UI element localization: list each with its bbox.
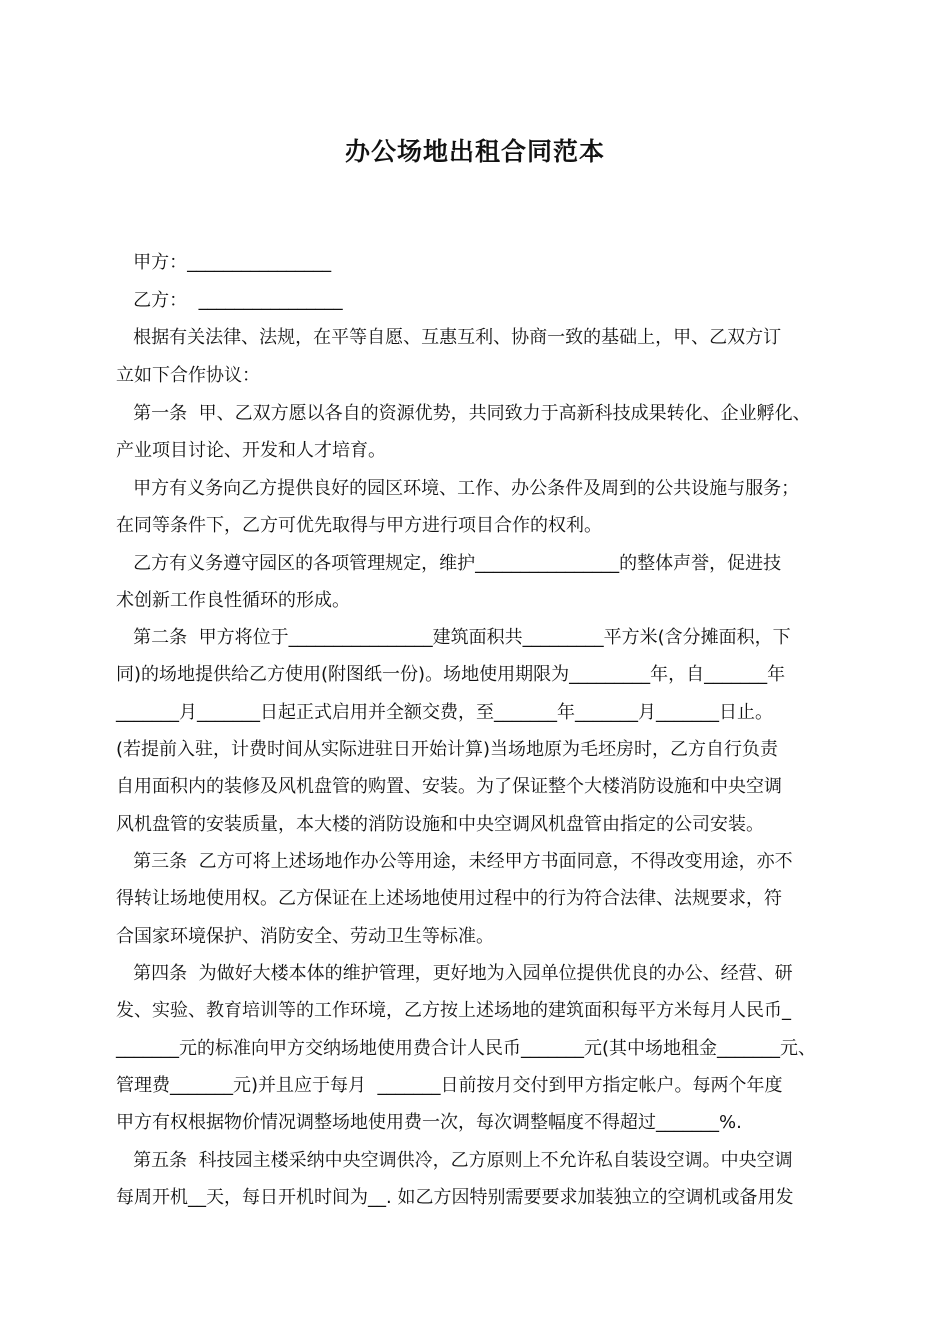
body-line: 每周开机__天，每日开机时间为__. 如乙方因特别需要要求加装独立的空调机或备用发: [116, 1187, 794, 1208]
body-line: 发、实验、教育培训等的工作环境，乙方按上述场地的建筑面积每平方米每月人民币_: [116, 1000, 791, 1021]
body-line: 第四条 为做好大楼本体的维护管理，更好地为入园单位提供优良的办公、经营、研: [116, 963, 793, 984]
body-line: 得转让场地使用权。乙方保证在上述场地使用过程中的行为符合法律、法规要求，符: [116, 888, 782, 909]
body-line: 第二条 甲方将位于________________建筑面积共_________平方米(含分摊面积，下: [116, 627, 791, 648]
body-line: 乙方有义务遵守园区的各项管理规定，维护________________的整体声誉，促进技: [116, 553, 782, 574]
body-line: _______月_______日起正式启用并全额交费，至_______年_______月_______日止。: [116, 702, 773, 723]
body-line: 根据有关法律、法规，在平等自愿、互惠互利、协商一致的基础上，甲、乙双方订: [116, 327, 782, 348]
body-line: 甲方有义务向乙方提供良好的园区环境、工作、办公条件及周到的公共设施与服务；: [116, 478, 800, 499]
body-line: 合国家环境保护、消防安全、劳动卫生等标准。: [116, 926, 494, 947]
party-a-line: 甲方：________________: [116, 252, 332, 273]
document-title: 办公场地出租合同范本: [344, 137, 605, 166]
body-line: 管理费_______元)并且应于每月 _______日前按月交付到甲方指定帐户。每两个年度: [116, 1075, 783, 1096]
body-line: 第五条 科技园主楼采纳中央空调供冷，乙方原则上不允许私自装设空调。中央空调: [116, 1150, 793, 1171]
body-line: 同)的场地提供给乙方使用(附图纸一份)。场地使用期限为_________年，自_______年: [116, 664, 786, 685]
party-b-line: 乙方： ________________: [116, 290, 343, 311]
body-line: (若提前入驻，计费时间从实际进驻日开始计算)当场地原为毛坯房时，乙方自行负责: [116, 739, 779, 760]
body-line: 产业项目讨论、开发和人才培育。: [116, 440, 386, 461]
body-line: 风机盘管的安装质量，本大楼的消防设施和中央空调风机盘管由指定的公司安装。: [116, 814, 764, 835]
body-line: 立如下合作协议：: [116, 365, 260, 386]
body-line: 第一条 甲、乙双方愿以各自的资源优势，共同致力于高新科技成果转化、企业孵化、: [116, 403, 811, 424]
body-line: 第三条 乙方可将上述场地作办公等用途，未经甲方书面同意，不得改变用途，亦不: [116, 851, 793, 872]
body-line: 甲方有权根据物价情况调整场地使用费一次，每次调整幅度不得超过_______%.: [116, 1112, 742, 1133]
body-line: 在同等条件下，乙方可优先取得与甲方进行项目合作的权利。: [116, 515, 602, 536]
body-line: 术创新工作良性循环的形成。: [116, 590, 350, 611]
body-line: 自用面积内的装修及风机盘管的购置、安装。为了保证整个大楼消防设施和中央空调: [116, 776, 782, 797]
body-line: _______元的标准向甲方交纳场地使用费合计人民币_______元(其中场地租金_______元、: [116, 1038, 817, 1059]
